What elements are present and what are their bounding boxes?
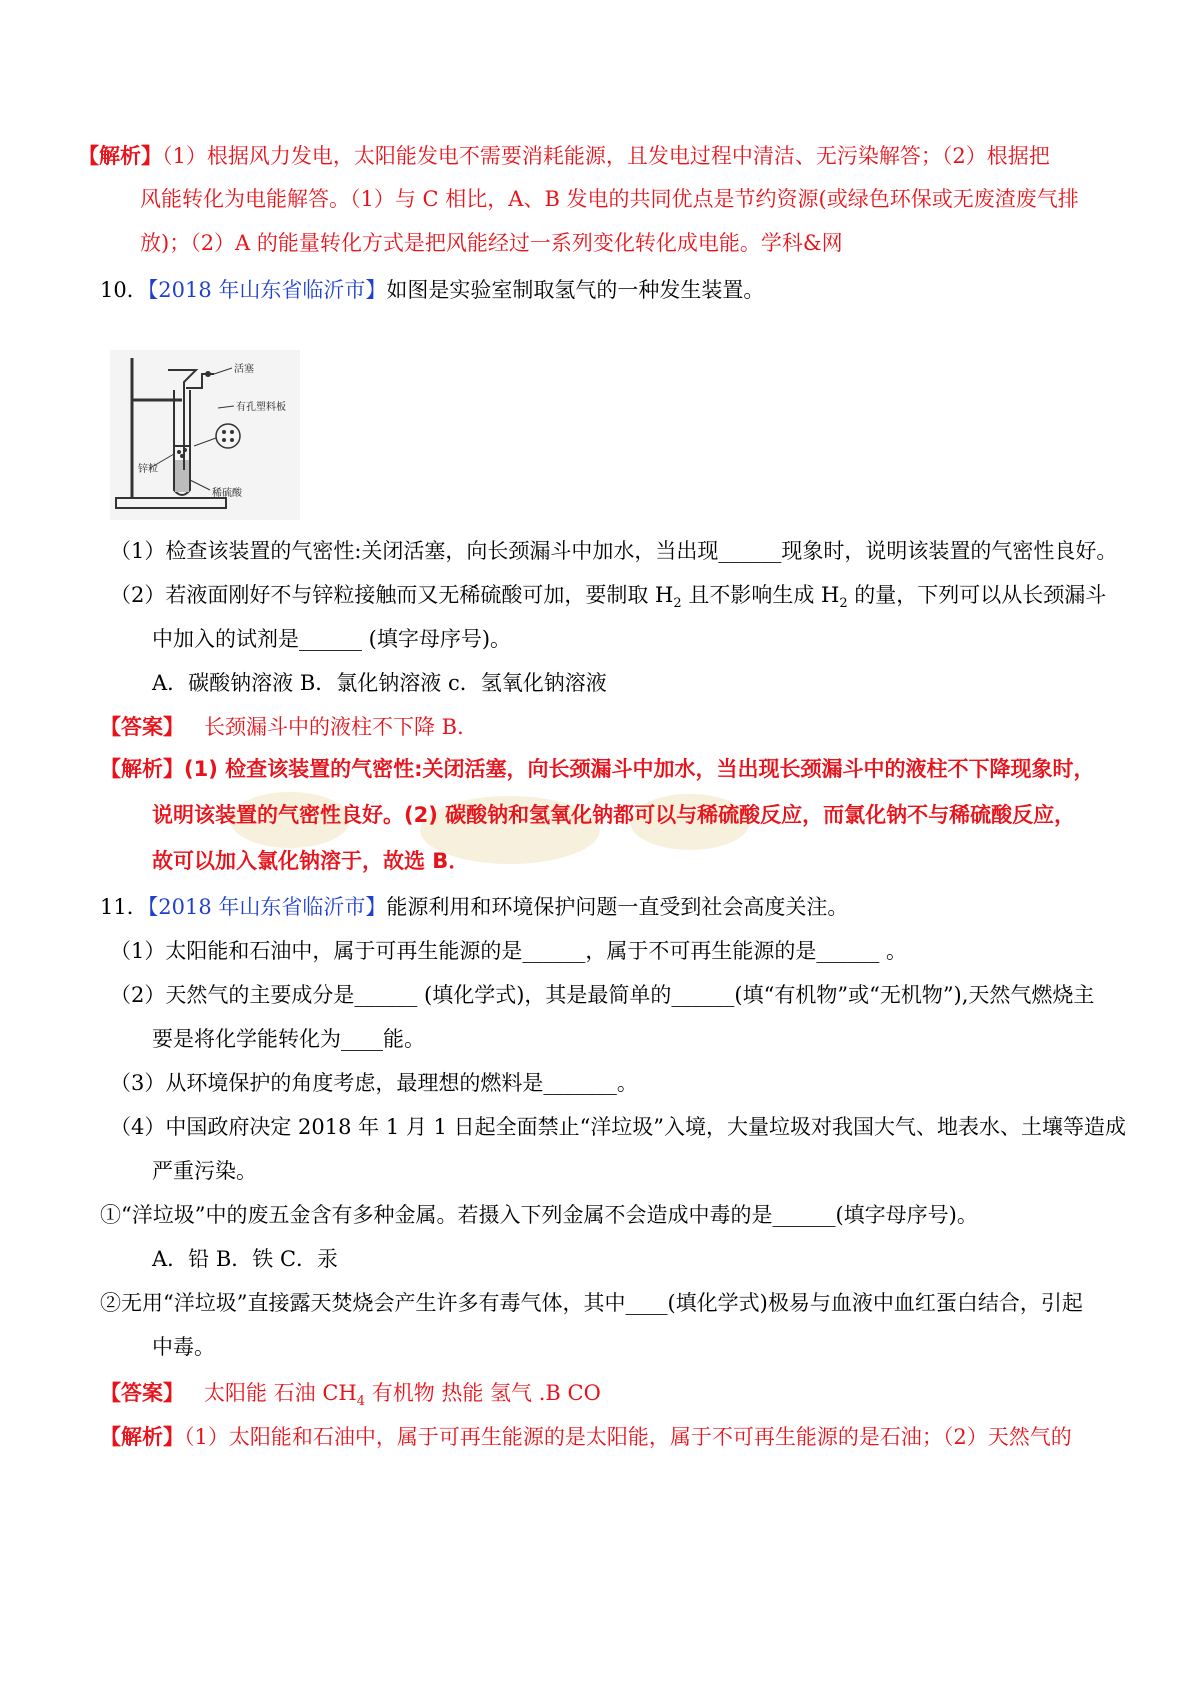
label-stopcock: 活塞 [234,364,254,375]
q10-analysis-line1 [100,754,1095,784]
analysis-text: (1) 检查该装置的气密性:关闭活塞，向长颈漏斗中加水，当出现长颈漏斗中的液柱不下降现象时， [184,757,1095,781]
q10-part1: （1）检查该装置的气密性:关闭活塞，向长颈漏斗中加水，当出现______现象时，说明该装置的气密性良好。 [110,539,1118,563]
q10-options: A．碳酸钠溶液 B．氯化钠溶液 c．氢氧化钠溶液 [152,671,607,695]
answer-text-b: 有机物 热能 氢气 .B CO [365,1381,601,1405]
question-stem: 能源利用和环境保护问题一直受到社会高度关注。 [386,895,849,919]
question-number: 10． [100,278,148,302]
q11-sub1-options: A．铅 B．铁 C．汞 [152,1247,339,1271]
q11-sub1: ①“洋垃圾”中的废五金含有多种金属。若摄入下列金属不会造成中毒的是______(填字母序号)。 [100,1203,978,1227]
q11-sub2-line1: ②无用“洋垃圾”直接露天焚烧会产生许多有毒气体，其中____(填化学式)极易与血液中血红蛋白结合，引起 [100,1291,1083,1315]
question-source: 【2018 年山东省临沂市】 [147,278,387,302]
answer-text-a: 太阳能 石油 CH [204,1381,357,1405]
label-perforated-plate: 有孔塑料板 [236,402,286,413]
q11-part2-line2: 要是将化学能转化为____能。 [152,1027,425,1051]
question-source: 【2018 年山东省临沂市】 [147,895,387,919]
analysis-text: （1）太阳能和石油中，属于可再生能源的是太阳能，属于不可再生能源的是石油；（2）天然气的 [184,1425,1072,1449]
analysis-text: （1）根据风力发电，太阳能发电不需要消耗能源，且发电过程中清洁、无污染解答；（2）根据把 [162,144,1050,168]
q9-analysis-line3: 放)；（2）A 的能量转化方式是把风能经过一系列变化转化成电能。学科&网 [140,231,843,255]
label-dilute-acid: 稀硫酸 [212,488,242,499]
subscript-2: 2 [673,596,682,612]
q10-part2-text-a: （2）若液面刚好不与锌粒接触而又无稀硫酸可加，要制取 H [110,583,674,607]
analysis-tag: 【解析】 [100,757,184,781]
q11-part4-line2: 严重污染。 [152,1159,257,1183]
subscript-4: 4 [356,1394,366,1410]
q11-sub2-line2: 中毒。 [152,1335,215,1359]
q11-analysis-line1 [100,1422,1072,1452]
answer-text: 长颈漏斗中的液柱不下降 B． [204,715,479,739]
q11-answer [100,1378,601,1408]
q10-part2-text-b: 且不影响生成 H [681,583,840,607]
q11-part1: （1）太阳能和石油中，属于可再生能源的是______，属于不可再生能源的是______ 。 [110,939,908,963]
answer-tag: 【答案】 [100,1380,184,1405]
question-stem: 如图是实验室制取氢气的一种发生装置。 [386,278,765,302]
q10-analysis-line3: 故可以加入氯化钠溶于，故选 B． [152,849,470,873]
answer-tag: 【答案】 [100,714,184,739]
q10-part2-line2: 中加入的试剂是______ (填字母序号)。 [152,627,512,651]
label-zinc: 锌粒 [138,464,158,475]
q10-part2-text-c: 的量，下列可以从长颈漏斗 [847,583,1107,607]
q9-analysis-line1 [78,141,1050,171]
q11-part3: （3）从环境保护的角度考虑，最理想的燃料是_______。 [110,1071,638,1095]
analysis-tag: 【解析】 [100,1424,184,1449]
q11-part4-line1: （4）中国政府决定 2018 年 1 月 1 日起全面禁止“洋垃圾”入境，大量垃圾对我国大气、地表水、土壤等造成 [110,1115,1127,1139]
q11-header [100,892,848,922]
q10-analysis-line2: 说明该装置的气密性良好。(2) 碳酸钠和氢氧化钠都可以与稀硫酸反应，而氯化钠不与稀硫酸反应， [152,803,1076,827]
q11-part2-line1: （2）天然气的主要成分是______ (填化学式)，其是最简单的______(填“有机物”或“无机物”),天然气燃烧主 [110,983,1095,1007]
question-number: 11． [100,895,148,919]
q10-header [100,275,764,305]
subscript-2: 2 [839,596,848,612]
q9-analysis-line2: 风能转化为电能解答。（1）与 C 相比，A、B 发电的共同优点是节约资源(或绿色环保或无废渣废气排 [140,187,1079,211]
hydrogen-apparatus-figure [110,350,300,520]
q10-part2-line1 [110,580,1106,610]
analysis-tag: 【解析】 [78,143,162,168]
q10-answer [100,712,478,742]
